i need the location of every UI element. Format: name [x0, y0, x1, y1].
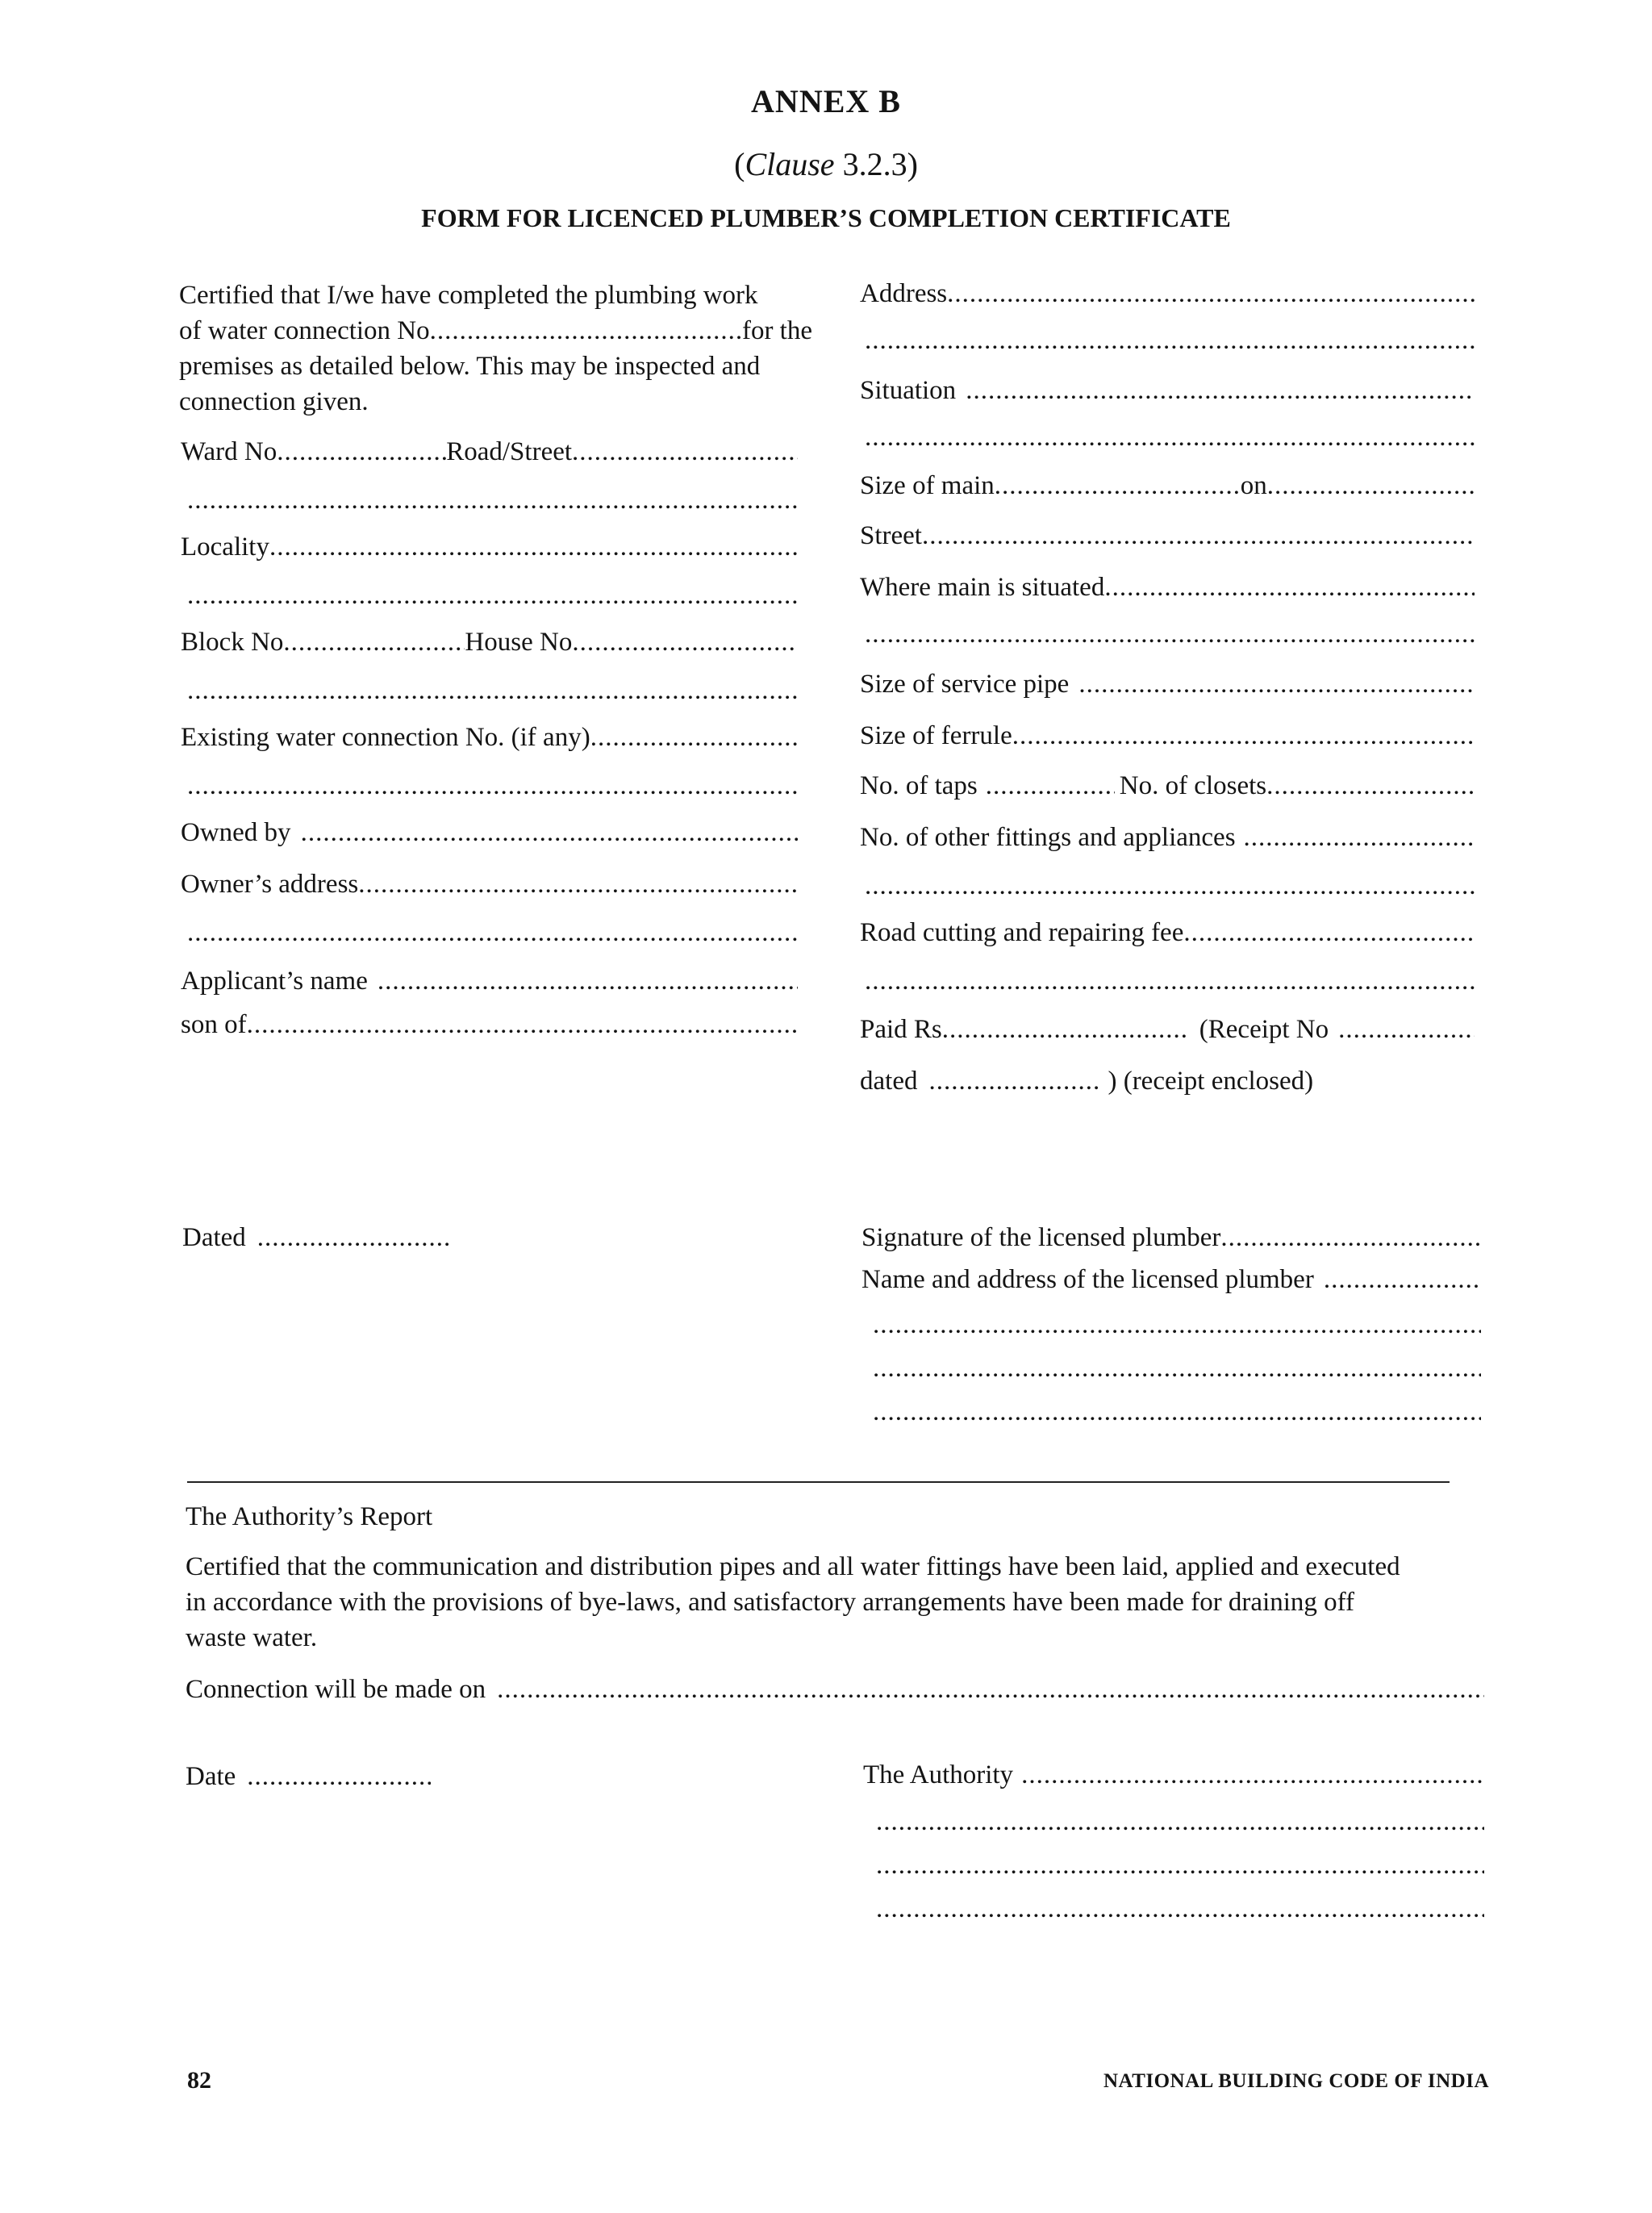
intro-line-4: connection given. [179, 387, 369, 416]
ward-road-row [181, 436, 798, 468]
dated-receipt-row [860, 1065, 1475, 1097]
intro-line-2 [179, 313, 812, 349]
signature-row [861, 1221, 1481, 1254]
owners-address-continuation-field[interactable] [187, 917, 798, 949]
service-pipe-row [860, 668, 1475, 700]
street-row [860, 520, 1475, 552]
situation-continuation-field[interactable] [865, 421, 1475, 453]
form-title: FORM FOR LICENCED PLUMBER’S COMPLETION CERTIFICATE [421, 203, 1231, 232]
taps-label: No. of taps [860, 771, 978, 800]
authority-line-c-field[interactable] [876, 1893, 1484, 1925]
for-the-label: for the [741, 316, 812, 345]
son-of-row [181, 1008, 798, 1041]
owners-address-row [181, 868, 798, 900]
existing-connection-continuation [187, 770, 798, 802]
block-house-continuation-field[interactable] [187, 674, 798, 707]
authority-line-a-field[interactable] [876, 1806, 1484, 1838]
ward-no-label: Ward No [181, 437, 277, 466]
block-no-label: Block No [181, 628, 284, 657]
authority-date-row [186, 1760, 452, 1793]
son-of-label: son of [181, 1010, 247, 1039]
size-of-main-label: Size of main [860, 471, 995, 500]
situation-field[interactable] [966, 374, 1475, 407]
existing-connection-field[interactable] [590, 721, 798, 754]
road-street-field[interactable] [572, 436, 798, 468]
taps-closets-row [860, 770, 1475, 802]
connection-no-label: of water connection No [179, 316, 430, 345]
service-pipe-label: Size of service pipe [860, 670, 1070, 699]
locality-row [181, 531, 798, 563]
owned-by-row [181, 816, 798, 849]
road-cutting-row [860, 917, 1475, 949]
owners-address-continuation [187, 917, 798, 949]
locality-continuation-field[interactable] [187, 579, 798, 612]
intro-line-3: premises as detailed below. This may be inspected and [179, 352, 761, 381]
authority-line-1: Certified that the communication and distribution pipes and all water fittings have been laid, applied and executed [186, 1552, 1400, 1581]
address-continuation-field[interactable] [865, 324, 1475, 357]
son-of-field[interactable] [247, 1008, 798, 1041]
dated-row [182, 1221, 473, 1254]
existing-connection-row [181, 721, 798, 754]
size-of-main-row [860, 470, 1475, 502]
street-field[interactable] [922, 520, 1475, 552]
taps-field[interactable] [986, 770, 1115, 802]
situation-label: Situation [860, 376, 957, 405]
annex-heading: ANNEX B [751, 83, 901, 119]
receipt-dated-label: dated [860, 1067, 918, 1096]
dated-label: Dated [182, 1223, 246, 1252]
authority-line-3: waste water. [186, 1623, 318, 1652]
where-main-continuation-field[interactable] [865, 618, 1475, 650]
block-no-field[interactable] [283, 626, 465, 658]
name-address-line-3 [873, 1352, 1481, 1384]
situation-continuation [865, 421, 1475, 453]
locality-field[interactable] [269, 531, 798, 563]
address-row [860, 278, 1475, 310]
ferrule-row [860, 720, 1475, 752]
where-main-field[interactable] [1104, 571, 1475, 603]
closets-label: No. of closets [1119, 771, 1267, 800]
locality-continuation [187, 579, 798, 612]
authority-paragraph [186, 1549, 1492, 1656]
other-fittings-continuation-field[interactable] [865, 870, 1475, 902]
name-address-line-4-field[interactable] [873, 1396, 1481, 1428]
paid-rs-field[interactable] [942, 1013, 1188, 1046]
owned-by-field[interactable] [301, 816, 798, 849]
name-address-field[interactable] [1324, 1263, 1481, 1296]
name-address-line-4 [873, 1396, 1481, 1428]
ward-no-field[interactable] [277, 436, 446, 468]
road-cutting-label: Road cutting and repairing fee [860, 918, 1184, 947]
authority-line-c [876, 1893, 1484, 1925]
dated-field[interactable] [257, 1221, 451, 1254]
intro-paragraph [179, 278, 812, 420]
address-continuation [865, 324, 1475, 357]
service-pipe-field[interactable] [1078, 668, 1475, 700]
existing-connection-continuation-field[interactable] [187, 770, 798, 802]
on-field[interactable] [1267, 470, 1475, 502]
name-address-line-2-field[interactable] [873, 1309, 1481, 1341]
paid-rs-label: Paid Rs [860, 1015, 942, 1044]
authority-date-field[interactable] [247, 1760, 431, 1793]
the-authority-field[interactable] [1021, 1759, 1484, 1791]
signature-label: Signature of the licensed plumber [861, 1223, 1221, 1252]
street-label: Street [860, 521, 922, 550]
other-fittings-row [860, 821, 1475, 854]
authority-line-b [876, 1849, 1484, 1881]
closets-field[interactable] [1266, 770, 1475, 802]
house-no-field[interactable] [572, 626, 798, 658]
intro-line-1: Certified that I/we have completed the plumbing work [179, 281, 758, 310]
applicants-name-field[interactable] [378, 965, 798, 997]
connection-date-row [186, 1673, 1484, 1706]
ward-road-continuation [187, 484, 798, 516]
existing-connection-label: Existing water connection No. (if any) [181, 723, 590, 752]
ward-road-continuation-field[interactable] [187, 484, 798, 516]
road-street-label: Road/Street [446, 437, 573, 466]
where-main-row [860, 571, 1475, 603]
other-fittings-label: No. of other fittings and appliances [860, 823, 1236, 852]
other-fittings-field[interactable] [1244, 821, 1475, 854]
name-address-row [861, 1263, 1481, 1296]
clause-reference: (Clause 3.2.3) [734, 146, 918, 182]
house-no-label: House No [465, 628, 573, 657]
name-address-label: Name and address of the licensed plumber [861, 1265, 1314, 1294]
other-fittings-continuation [865, 870, 1475, 902]
signature-field[interactable] [1220, 1221, 1481, 1254]
paid-row [860, 1013, 1475, 1046]
connection-date-field[interactable] [497, 1673, 1484, 1706]
road-cutting-field[interactable] [1183, 917, 1475, 949]
size-of-main-field[interactable] [995, 470, 1241, 502]
owners-address-field[interactable] [358, 868, 798, 900]
authority-date-label: Date [186, 1762, 236, 1791]
owned-by-label: Owned by [181, 818, 291, 847]
the-authority-label: The Authority [863, 1760, 1014, 1789]
where-main-label: Where main is situated [860, 573, 1105, 602]
receipt-no-label: (Receipt No [1199, 1015, 1329, 1044]
owners-address-label: Owner’s address [181, 870, 359, 899]
address-label: Address [860, 279, 948, 308]
authority-line-b-field[interactable] [876, 1849, 1484, 1881]
section-divider [187, 1481, 1450, 1483]
receipt-enclosed-label: ) (receipt enclosed) [1108, 1067, 1314, 1096]
situation-row [860, 374, 1475, 407]
the-authority-row [863, 1759, 1484, 1791]
receipt-dated-field[interactable] [928, 1065, 1098, 1097]
road-cutting-continuation [865, 965, 1475, 997]
authority-line-2: in accordance with the provisions of bye-laws, and satisfactory arrangements have been made for draining off [186, 1588, 1355, 1617]
clause-word: Clause [745, 146, 835, 182]
ferrule-label: Size of ferrule [860, 721, 1012, 750]
applicants-name-row [181, 965, 798, 997]
name-address-line-3-field[interactable] [873, 1352, 1481, 1384]
where-main-continuation [865, 618, 1475, 650]
address-field[interactable] [947, 278, 1475, 310]
ferrule-field[interactable] [1012, 720, 1475, 752]
name-address-line-2 [873, 1309, 1481, 1341]
clause-number: 3.2.3 [834, 146, 907, 182]
receipt-no-field[interactable] [1338, 1013, 1475, 1046]
block-house-continuation [187, 674, 798, 707]
connection-no-field[interactable] [430, 313, 742, 349]
publication-name: NATIONAL BUILDING CODE OF INDIA [1103, 2070, 1489, 2092]
connection-date-label: Connection will be made on [186, 1675, 486, 1704]
page-number: 82 [187, 2067, 211, 2094]
authority-line-a [876, 1806, 1484, 1838]
on-label: on [1240, 471, 1267, 500]
road-cutting-continuation-field[interactable] [865, 965, 1475, 997]
applicants-name-label: Applicant’s name [181, 967, 368, 996]
block-house-row [181, 626, 798, 658]
locality-label: Locality [181, 532, 269, 562]
authority-heading: The Authority’s Report [186, 1502, 433, 1531]
